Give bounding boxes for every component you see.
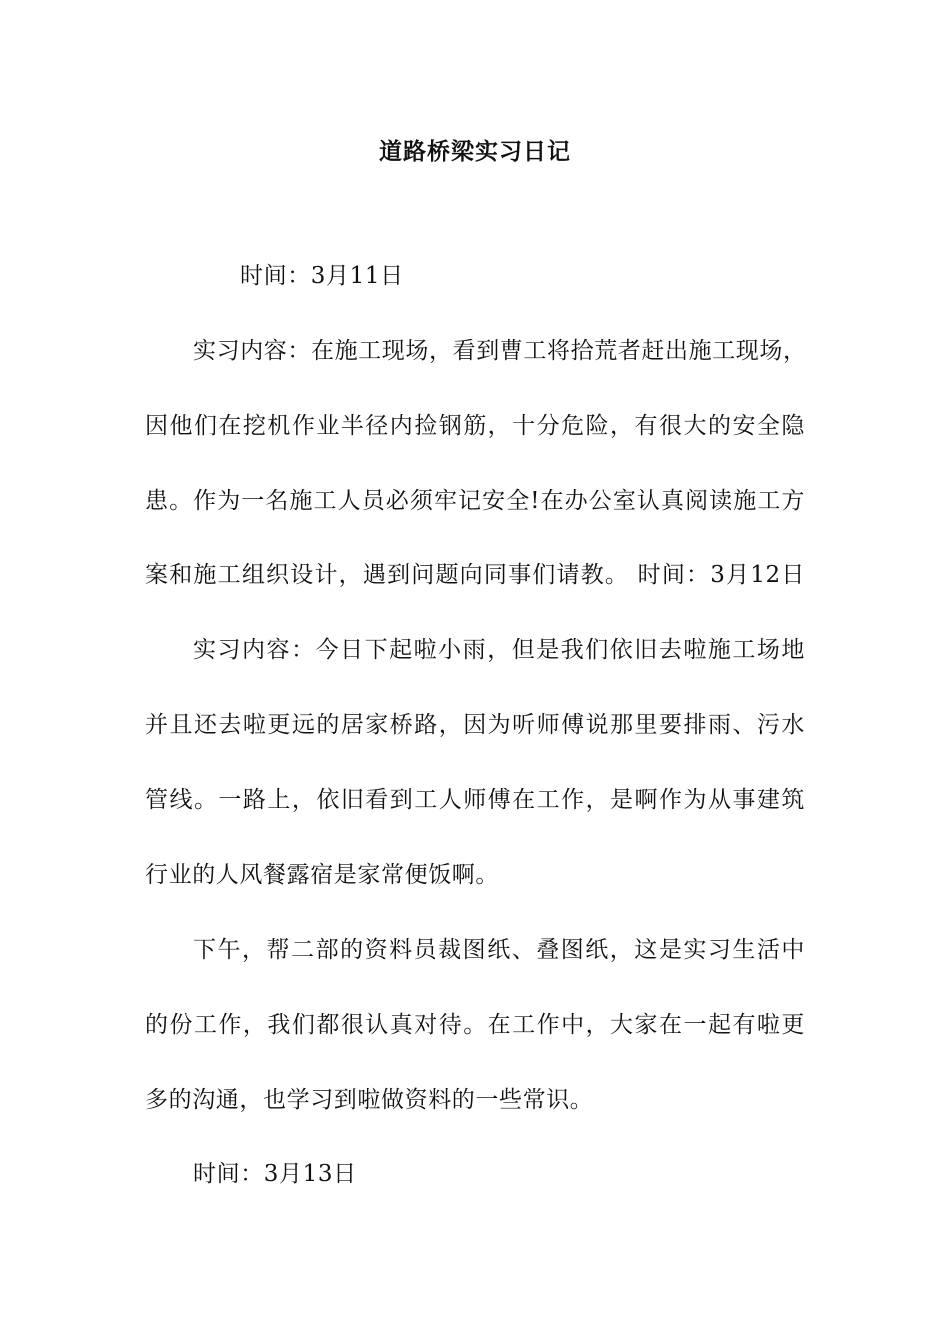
paragraph-line: 多的沟通，也学习到啦做资料的一些常识。 [145,1087,594,1113]
paragraph-line: 管线。一路上，依旧看到工人师傅在工作，是啊作为从事建筑 [145,787,805,813]
paragraph-line: 因他们在挖机作业半径内捡钢筋，十分危险，有很大的安全隐 [145,413,805,439]
paragraph-line: 并且还去啦更远的居家桥路，因为听师傅说那里要排雨、污水 [145,712,805,738]
paragraph-line: 下午，帮二部的资料员裁图纸、叠图纸，这是实习生活中 [193,937,805,963]
paragraph-line: 实习内容：在施工现场，看到曹工将拾荒者赶出施工现场， [193,338,807,364]
date-line-mar-13: 时间：3月13日 [193,1161,357,1187]
document-title: 道路桥梁实习日记 [379,139,571,165]
paragraph-line: 案和施工组织设计，遇到问题向同事们请教。 时间：3月12日 [145,562,805,588]
paragraph-line: 实习内容：今日下起啦小雨，但是我们依旧去啦施工场地 [193,637,805,663]
paragraph-line: 的份工作，我们都很认真对待。在工作中，大家在一起有啦更 [145,1012,805,1038]
date-line-mar-11: 时间：3月11日 [240,263,404,289]
paragraph-line: 患。作为一名施工人员必须牢记安全!在办公室认真阅读施工方 [145,488,805,514]
paragraph-line: 行业的人风餐露宿是家常便饭啊。 [145,862,499,888]
